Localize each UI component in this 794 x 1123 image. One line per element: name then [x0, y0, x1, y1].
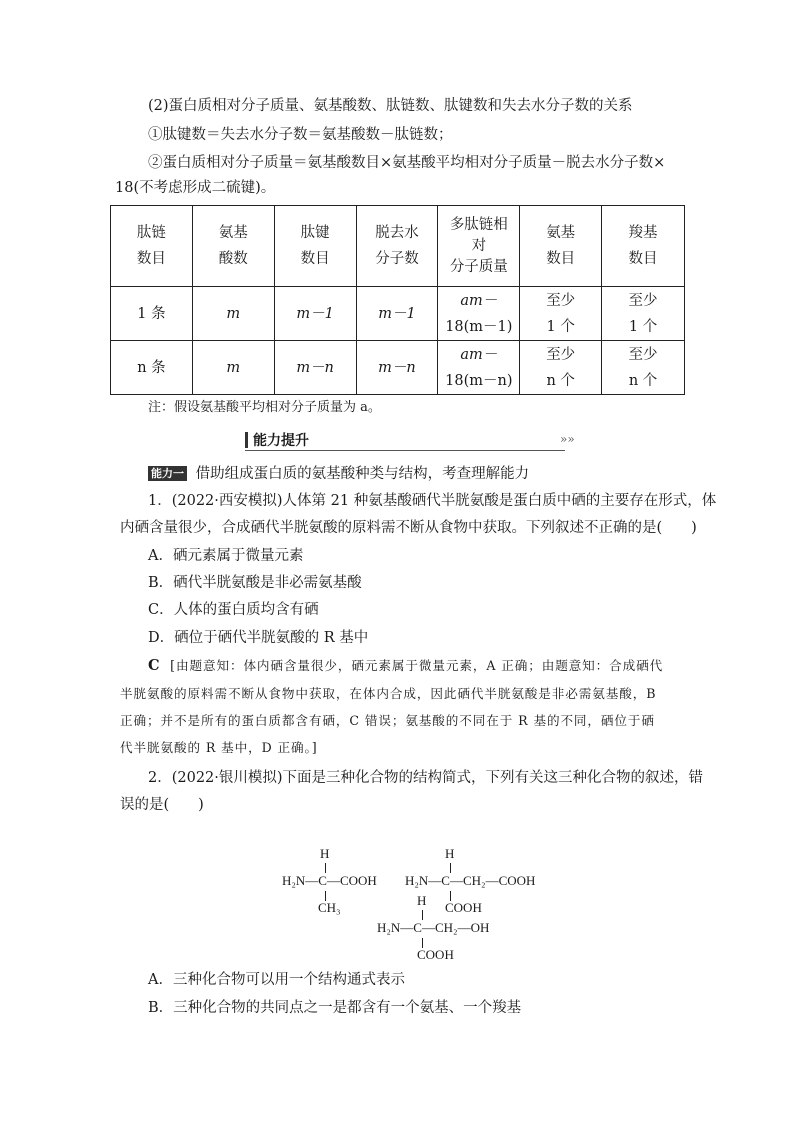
q1-line-2: 内硒含量很少，合成硒代半胱氨酸的原料需不断从食物中获取。下列叙述不正确的是( ): [120, 520, 697, 536]
table-header-row: [111, 206, 685, 287]
q1-option-b: B．硒代半胱氨酸是非必需氨基酸: [148, 575, 362, 591]
header-mass: 多肽链相 对 分子质量: [438, 206, 520, 287]
q1-answer-line-4: 代半胱氨酸的 R 基中，D 正确。]: [120, 740, 318, 755]
header-chains: 肽链 数目: [111, 206, 193, 287]
cell-mass: am－ 18(m－n): [438, 341, 520, 395]
q1-option-d: D．硒位于硒代半胱氨酸的 R 基中: [148, 630, 369, 646]
compound-1-side: CH₃: [318, 900, 341, 915]
cell-amino-groups: 至少 n 个: [520, 341, 602, 395]
compound-1-h: H: [320, 846, 330, 861]
table-row: [111, 341, 685, 395]
header-amino-acids: 氨基 酸数: [192, 206, 274, 287]
banner-title: 能力提升: [253, 433, 309, 449]
cell-amino-acids: m: [192, 341, 274, 395]
q1-answer-text: [由题意知：体内硒含量很少，硒元素属于微量元素，A 正确；由题意知：合成硒代: [170, 658, 664, 673]
q2-option-b: B．三种化合物的共同点之一是都含有一个氨基、一个羧基: [148, 1000, 522, 1016]
cell-amino-groups: 至少 1 个: [520, 287, 602, 341]
compound-2-main: H₂N—C—CH₂—COOH: [405, 873, 536, 888]
compound-3-bond-top: [422, 910, 423, 920]
double-chevron-icon: »»: [560, 432, 575, 446]
q2-line-1: 2．(2022·银川模拟)下面是三种化合物的结构简式，下列有关这三种化合物的叙述，错: [148, 770, 704, 786]
ability-tag: 能力一: [148, 466, 187, 481]
banner-bar: [245, 432, 248, 448]
q1-option-c: C．人体的蛋白质均含有硒: [148, 602, 319, 618]
q1-answer-line-2: 半胱氨酸的原料需不断从食物中获取，在体内合成，因此硒代半胱氨酸是非必需氨基酸，B: [120, 686, 657, 701]
compound-2-bond-top: [450, 863, 451, 873]
q1-line-1: 1．(2022·西安模拟)人体第 21 种氨基酸硒代半胱氨酸是蛋白质中硒的主要存在形式，体: [148, 493, 717, 509]
compound-1-main: H₂N—C—COOH: [282, 873, 377, 888]
table-row: [111, 287, 685, 341]
compound-3-side: COOH: [417, 947, 454, 962]
section-banner: [245, 430, 575, 450]
compound-2-h: H: [445, 846, 455, 861]
banner-rule: [245, 450, 565, 451]
header-peptide-bonds: 肽键 数目: [274, 206, 356, 287]
q2-option-a: A．三种化合物可以用一个结构通式表示: [148, 972, 405, 988]
compound-3-h: H: [417, 893, 427, 908]
q1-option-a: A．硒元素属于微量元素: [148, 548, 304, 564]
cell-carboxyl-groups: 至少 1 个: [602, 287, 685, 341]
ability-heading: [148, 464, 529, 484]
peptide-table: [110, 205, 685, 395]
header-water: 脱去水 分子数: [356, 206, 438, 287]
cell-water: m－n: [356, 341, 438, 395]
q2-line-2: 误的是( ): [120, 797, 204, 813]
header-carboxyl-groups: 羧基 数目: [602, 206, 685, 287]
rule-2-line-1: ②蛋白质相对分子质量＝氨基酸数目×氨基酸平均相对分子质量－脱去水分子数×: [148, 155, 666, 171]
cell-peptide-bonds: m－n: [274, 341, 356, 395]
q1-answer-line-3: 正确；并不是所有的蛋白质都含有硒，C 错误；氨基酸的不同在于 R 基的不同，硒位于硒: [120, 713, 655, 728]
q1-answer-letter: C: [148, 657, 160, 674]
header-amino-groups: 氨基 数目: [520, 206, 602, 287]
cell-carboxyl-groups: 至少 n 个: [602, 341, 685, 395]
cell-mass: am－ 18(m－1): [438, 287, 520, 341]
rule-2-line-2: 18(不考虑形成二硫键)。: [115, 180, 276, 196]
cell-chains: 1 条: [111, 287, 193, 341]
compound-2-side: COOH: [445, 900, 482, 915]
compound-3-main: H₂N—C—CH₂—OH: [377, 920, 490, 935]
compound-1-bond-top: [325, 863, 326, 873]
cell-peptide-bonds: m－1: [274, 287, 356, 341]
rule-1: ①肽键数＝失去水分子数＝氨基酸数－肽链数；: [148, 127, 453, 143]
cell-chains: n 条: [111, 341, 193, 395]
ability-title: 借助组成蛋白质的氨基酸种类与结构，考查理解能力: [195, 466, 530, 482]
cell-water: m－1: [356, 287, 438, 341]
cell-amino-acids: m: [192, 287, 274, 341]
q1-answer-line-1: [148, 656, 663, 676]
table-note: 注：假设氨基酸平均相对分子质量为 a。: [148, 400, 381, 415]
section-heading: (2)蛋白质相对分子质量、氨基酸数、肽链数、肽键数和失去水分子数的关系: [148, 98, 633, 114]
